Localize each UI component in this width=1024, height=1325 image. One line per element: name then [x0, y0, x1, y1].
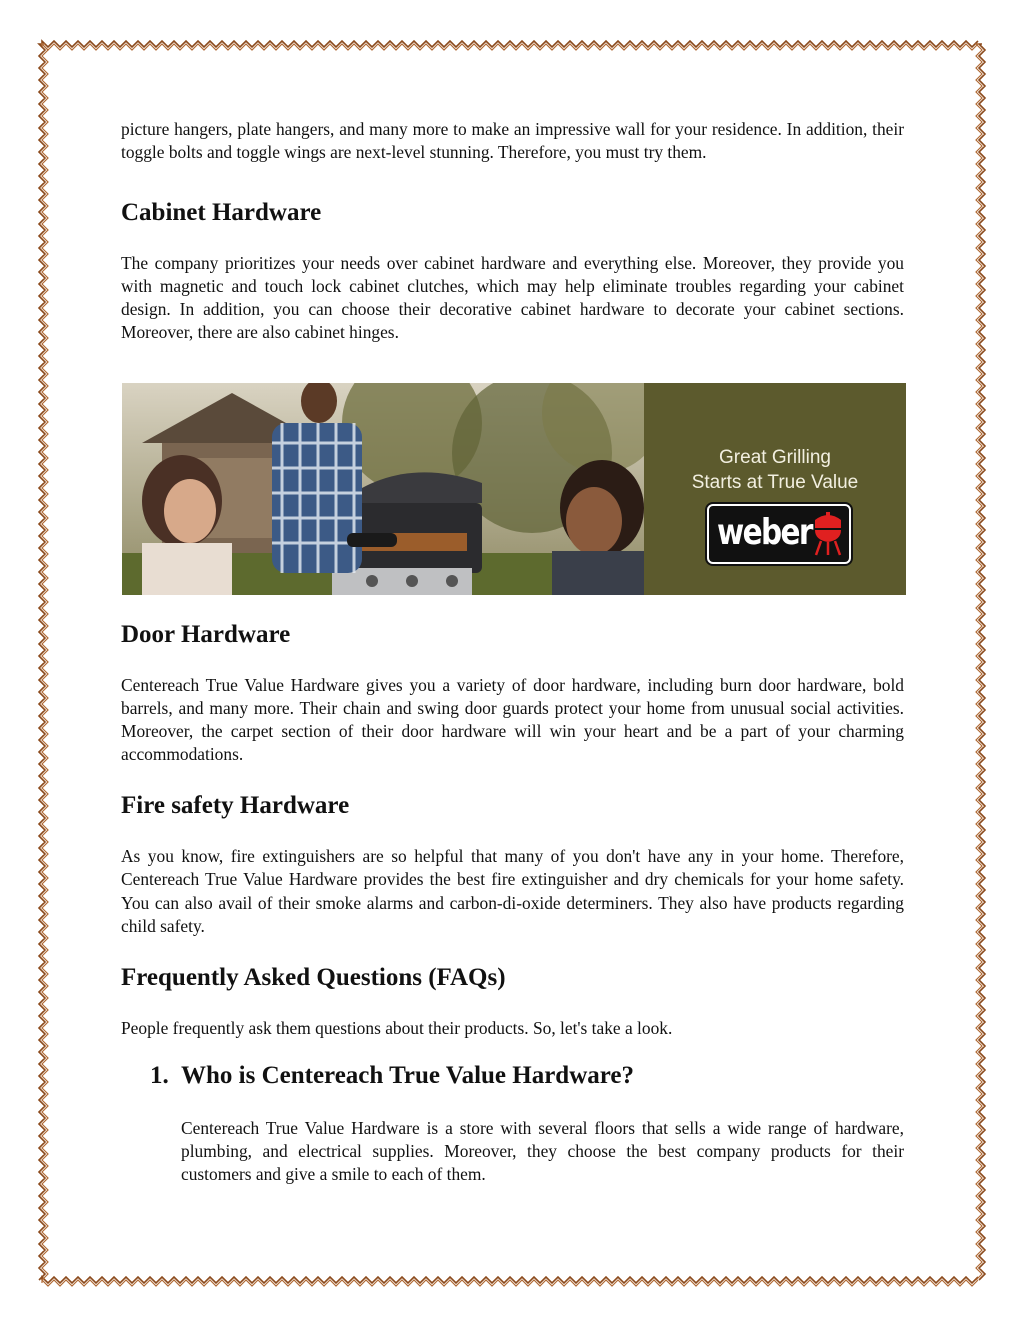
banner-line-2: Starts at True Value [691, 472, 859, 493]
heading-faqs: Frequently Asked Questions (FAQs) [121, 963, 506, 991]
grilling-photo [122, 383, 644, 595]
faq-answer: Centereach True Value Hardware is a store with several floors that sells a wide range of hardware, plumbing, and electrical supplies. Moreover, they choose the best company products for their customers and give a smile to each of them. [181, 1118, 904, 1185]
faq-question: Who is Centereach True Value Hardware? [181, 1062, 635, 1089]
banner-panel [644, 383, 906, 595]
weber-logo [707, 504, 851, 564]
banner-line-1: Great Grilling [719, 447, 831, 468]
paragraph-door-hardware: Centereach True Value Hardware gives you a variety of door hardware, including burn door hardware, bold barrels, and many more. Their chain and swing door guards protect your home from unusual social activities. Moreover, the carpet section of their door hardware will win your heart and be a part of your charming accommodations. [121, 675, 904, 765]
faq-number: 1. [150, 1062, 169, 1089]
paragraph-cabinet-hardware: The company prioritizes your needs over cabinet hardware and everything else. Moreover, they provide you with magnetic and touch lock cabinet clutches, which may help eliminate troubles regarding your cabinet design. In addition, you can choose their decorative cabinet hardware to decorate your cabinet sections. Moreover, there are also cabinet hinges. [121, 253, 904, 343]
paragraph-fire-safety-hardware: As you know, fire extinguishers are so helpful that many of you don't have any in your home. Therefore, Centereach True Value Hardware provides the best fire extinguisher and dry chemicals for your home safety. You can also avail of their smoke alarms and carbon-di-oxide determiners. They also have products regarding child safety. [121, 846, 904, 936]
kettle-grill-icon [813, 512, 843, 556]
banner-tagline [644, 445, 906, 495]
heading-fire-safety-hardware: Fire safety Hardware [121, 792, 350, 820]
faq-item [150, 1061, 904, 1186]
weber-logo-text: weber [717, 512, 812, 553]
document-body-continued [121, 620, 904, 1040]
document-body [121, 118, 904, 345]
heading-cabinet-hardware: Cabinet Hardware [121, 199, 322, 227]
intro-paragraph: picture hangers, plate hangers, and many more to make an impressive wall for your residence. In addition, their toggle bolts and toggle wings are next-level stunning. Therefore, you must try them. [121, 119, 904, 163]
paragraph-faqs-intro: People frequently ask them questions about their products. So, let's take a look. [121, 1017, 673, 1038]
weber-grilling-banner [122, 383, 906, 595]
heading-door-hardware: Door Hardware [121, 621, 291, 648]
